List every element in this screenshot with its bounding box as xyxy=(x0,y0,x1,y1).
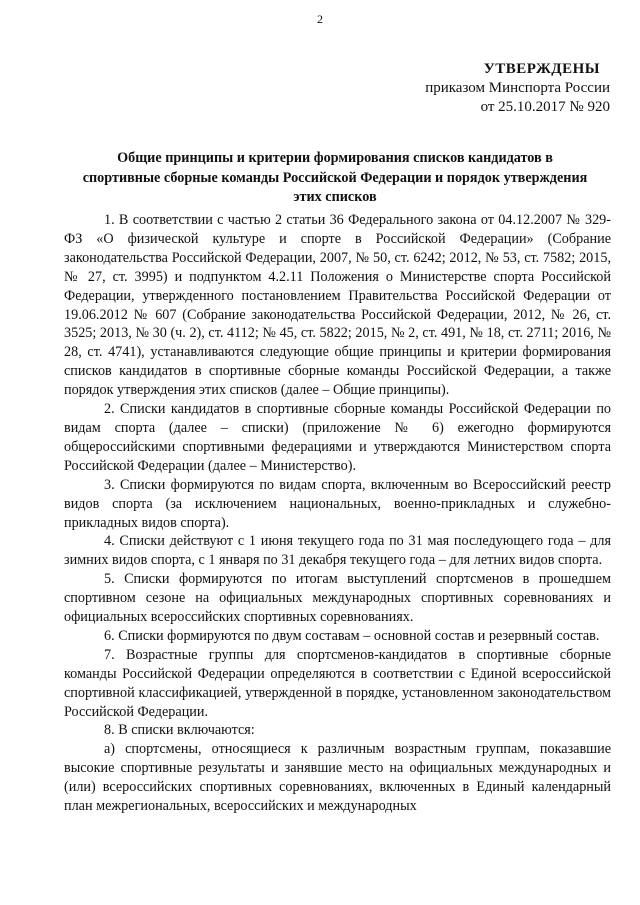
paragraph-5: 5. Списки формируются по итогам выступлений спортсменов в прошедшем спортивном сезоне на официальных международных спортивных соревнованиях и официальных всероссийских спортивных соревнованиях. xyxy=(64,571,611,626)
approval-date: от 25.10.2017 № 920 xyxy=(480,99,610,115)
paragraph-2: 2. Списки кандидатов в спортивные сборные команды Российской Федерации по видам спорта (далее – списки) (приложение № 6) ежегодно формируются общероссийскими спортивными федерациями и утверждаются Министерством спорта Российской Федерации (далее – Министерство). xyxy=(64,401,611,474)
approval-stamp xyxy=(410,60,610,117)
paragraph-4: 4. Списки действуют с 1 июня текущего года по 31 мая последующего года – для зимних видов спорта, с 1 января по 31 декабря текущего года – для летних видов спорта. xyxy=(64,533,611,569)
paragraph-7: 7. Возрастные группы для спортсменов-кандидатов в спортивные сборные команды Российской Федерации определяются в соответствии с Единой всероссийской спортивной классификацией, утвержденной в порядке, установленном законодательством Российской Федерации. xyxy=(64,646,611,720)
document-title: Общие принципы и критерии формирования списков кандидатов в спортивные сборные команды Российской Федерации и порядок утверждения этих списков xyxy=(82,150,588,205)
page-number: 2 xyxy=(317,12,323,26)
paragraph-6: 6. Списки формируются по двум составам – основной состав и резервный состав. xyxy=(104,627,600,644)
paragraph-3: 3. Списки формируются по видам спорта, включенным во Всероссийский реестр видов спорта (за исключением национальных, военно-прикладных и служебно-прикладных видов спорта). xyxy=(64,476,611,531)
document-body xyxy=(64,211,611,816)
approval-heading: УТВЕРЖДЕНЫ xyxy=(483,61,600,77)
paragraph-8a: а) спортсмены, относящиеся к различным возрастным группам, показавшие высокие спортивные результаты и занявшие место на официальных международных и (или) всероссийских спортивных соревнованиях, включенных в Единый календарный план межрегиональных, всероссийских и международных xyxy=(64,741,611,815)
paragraph-1: 1. В соответствии с частью 2 статьи 36 Федерального закона от 04.12.2007 № 329-ФЗ «О физической культуре и спорте в Российской Федерации» (Собрание законодательства Российской Федерации, 2007, № 50, ст. 6242; 2012, № 53, ст. 7582; 2015, № 27, ст. 3995) и подпунктом 4.2.11 Положения о Министерстве спорта Российской Федерации, утвержденного постановлением Правительства Российской Федерации от 19.06.2012 № 607 (Собрание законодательства Российской Федерации, 2012, № 26, ст. 3525; 2013, № 30 (ч. 2), ст. 4112; № 45, ст. 5822; 2015, № 2, ст. 491, № 18, ст. 2711; 2016, № 28, ст. 4741), устанавливаются следующие общие принципы и критерии формирования списков кандидатов в спортивные сборные команды Российской Федерации, а также порядок утверждения этих списков (далее – Общие принципы). xyxy=(64,212,611,399)
approval-order: приказом Минспорта России xyxy=(425,80,610,96)
paragraph-8: 8. В списки включаются: xyxy=(104,722,255,739)
